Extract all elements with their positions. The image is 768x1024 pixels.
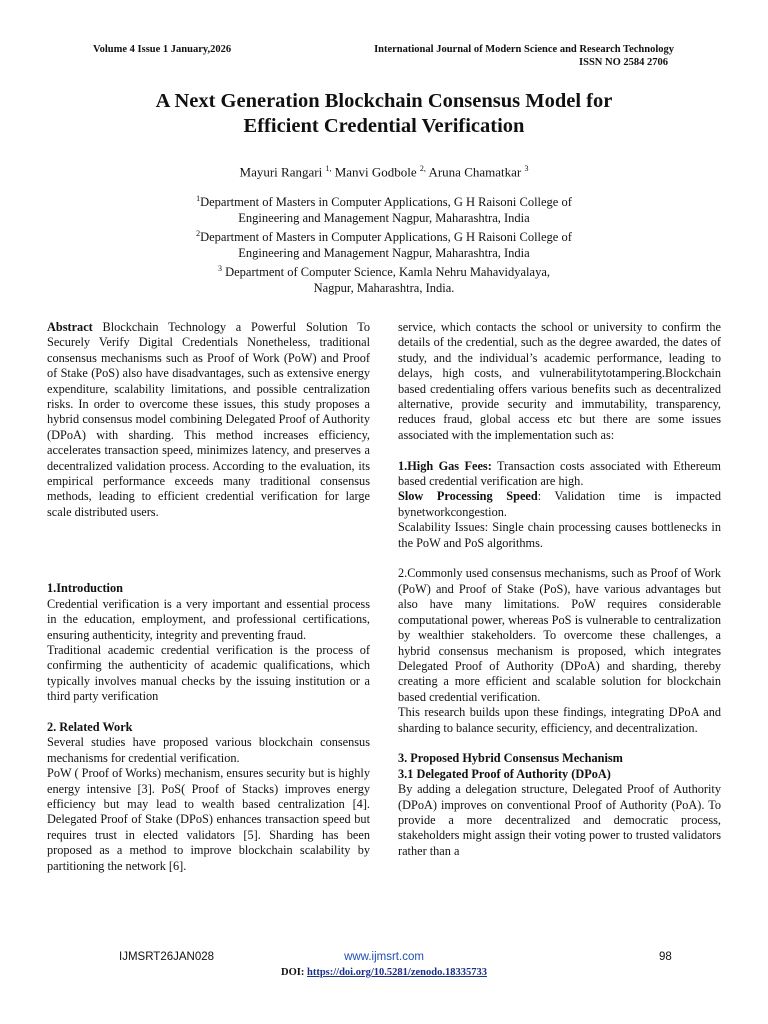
issue-text: : Validation time is impacted bynetworkcongestion. bbox=[398, 489, 721, 519]
affiliation-list bbox=[100, 191, 668, 296]
left-column bbox=[47, 320, 370, 874]
author-affil-marker: 3 bbox=[524, 164, 529, 173]
affiliation-marker: 3 bbox=[217, 264, 222, 274]
affiliation-line: Department of Masters in Computer Applications, G H Raisoni College of bbox=[200, 195, 572, 210]
paper-title-line-2: Efficient Credential Verification bbox=[243, 115, 525, 137]
affiliation-1 bbox=[100, 191, 668, 226]
header-volume: Volume 4 Issue 1 January,2026 bbox=[93, 44, 232, 55]
author-name: Manvi Godbole bbox=[334, 164, 417, 180]
paragraph: This research builds upon these findings, integrating DPoA and sharding to balance security, efficiency, and decentralization. bbox=[398, 705, 721, 735]
right-column bbox=[398, 320, 721, 859]
affiliation-line: Engineering and Management Nagpur, Maharashtra, India bbox=[238, 210, 530, 225]
paragraph: Several studies have proposed various blockchain consensus mechanisms for credential verification. bbox=[47, 735, 370, 765]
abstract-text: Blockchain Technology a Powerful Solution To Securely Verify Digital Credentials Nonetheless, traditional consensus mechanisms such as Proof of Work (PoW) and Proof of Stake (PoS) also have disadvantages, such as extensive energy expenditure, scalability limitations, and possible centralization risks. In order to overcome these issues, this study proposes a hybrid consensus model combining Delegated Proof of Authority (DPoA) with sharding. This method increases efficiency, accelerates transaction speed, minimizes latency, and preserves a decentralized validation process. According to the evaluation, its empirical performance exceeds many traditional consensus methods, leading to efficient credential verification for large scale distributed users. bbox=[47, 320, 370, 519]
header-journal-name: International Journal of Modern Science and Research Technology bbox=[374, 44, 674, 55]
affiliation-line: Department of Computer Science, Kamla Nehru Mahavidyalaya, bbox=[221, 265, 550, 280]
affiliation-line: Nagpur, Maharashtra, India. bbox=[313, 280, 455, 295]
section-heading-related-work: 2. Related Work bbox=[47, 719, 133, 734]
paragraph: Credential verification is a very important and essential process in the education, employment, and professional certifications, ensuring authenticity, integrity and preventing fraud. bbox=[47, 596, 370, 642]
affiliation-3 bbox=[100, 261, 668, 296]
paragraph: service, which contacts the school or university to confirm the details of the credential, such as the degree awarded, the dates of study, and the individual’s academic performance, leading to delays, high costs, and vulnerabilitytotampering.Blockchain based credentialing offers various benefits such as decentralized alternative, provide security and immutability, transparency, reduces fraud, global access etc but there are some issues associated with the implementation such as: bbox=[398, 320, 721, 442]
paragraph: By adding a delegation structure, Delegated Proof of Authority (DPoA) improves on conventional Proof of Authority (PoA). To provide a more decentralized and democratic process, stakeholders might assign their voting power to trusted validators rather than a bbox=[398, 782, 721, 858]
abstract bbox=[47, 320, 370, 520]
author-list bbox=[60, 160, 708, 180]
footer-website-link[interactable]: www.ijmsrt.com bbox=[344, 951, 424, 963]
author-name: Aruna Chamatkar bbox=[428, 164, 522, 180]
issue-scalability: Scalability Issues: Single chain processing causes bottlenecks in the PoW and PoS algorithms. bbox=[398, 520, 721, 550]
issue-label: 1.High Gas Fees: bbox=[398, 458, 492, 473]
paragraph: 2.Commonly used consensus mechanisms, such as Proof of Work (PoW) and Proof of Stake (PoS), have various advantages but also have many limitations. PoW requires considerable computational power, whereas PoS is vulnerable to centralization by wealthier stakeholders. To overcome these challenges, a hybrid consensus mechanism is proposed, which integrates Delegated Proof of Authority (DPoA) and sharding, thereby creating a more efficient and scalable solution for blockchain based credential verification. bbox=[398, 566, 721, 704]
issue-slow-processing bbox=[398, 489, 721, 520]
affiliation-line: Engineering and Management Nagpur, Maharashtra, India bbox=[238, 245, 530, 260]
header-issn: ISSN NO 2584 2706 bbox=[579, 57, 668, 68]
abstract-label: Abstract bbox=[47, 320, 93, 334]
doi-label: DOI: bbox=[281, 967, 307, 978]
author-name: Mayuri Rangari bbox=[239, 164, 323, 180]
issue-label: Slow Processing Speed bbox=[398, 489, 538, 504]
issue-high-gas-fees bbox=[398, 459, 721, 490]
issue-text: Transaction costs associated with Ethereum based credential verification are high. bbox=[398, 458, 721, 489]
subsection-heading-dpoa: 3.1 Delegated Proof of Authority (DPoA) bbox=[398, 766, 611, 781]
paper-title bbox=[60, 89, 708, 139]
author-affil-marker: 1, bbox=[325, 164, 332, 173]
paragraph: PoW ( Proof of Works) mechanism, ensures security but is highly energy intensive [3]. PoS( Proof of Stacks) improves energy efficiency but may lead to wealth based centralization [4]. Delegated Proof of Stake (DPoS) enhances transaction speed but requires trust in elected validators [5]. Sharding has been proposed as a method to improve blockchain scalability by partitioning the network [6]. bbox=[47, 766, 370, 873]
footer-doi bbox=[0, 967, 768, 978]
author-affil-marker: 2, bbox=[419, 164, 426, 173]
section-heading-proposed: 3. Proposed Hybrid Consensus Mechanism bbox=[398, 751, 623, 766]
affiliation-line: Department of Masters in Computer Applications, G H Raisoni College of bbox=[200, 230, 572, 245]
paragraph: Traditional academic credential verification is the process of confirming the authenticity of academic qualifications, which typically involves manual checks by the issuing institution or a third party verification bbox=[47, 642, 370, 704]
footer-paper-code: IJMSRT26JAN028 bbox=[119, 951, 215, 963]
footer-page-number: 98 bbox=[659, 951, 672, 963]
affiliation-marker: 1 bbox=[196, 194, 201, 203]
header-journal-block bbox=[322, 43, 674, 69]
section-heading-introduction: 1.Introduction bbox=[47, 581, 123, 596]
paper-title-line-1: A Next Generation Blockchain Consensus Model for bbox=[155, 90, 613, 112]
doi-link[interactable]: https://doi.org/10.5281/zenodo.18335733 bbox=[307, 967, 487, 978]
affiliation-2 bbox=[100, 226, 668, 261]
affiliation-marker: 2 bbox=[196, 229, 201, 239]
